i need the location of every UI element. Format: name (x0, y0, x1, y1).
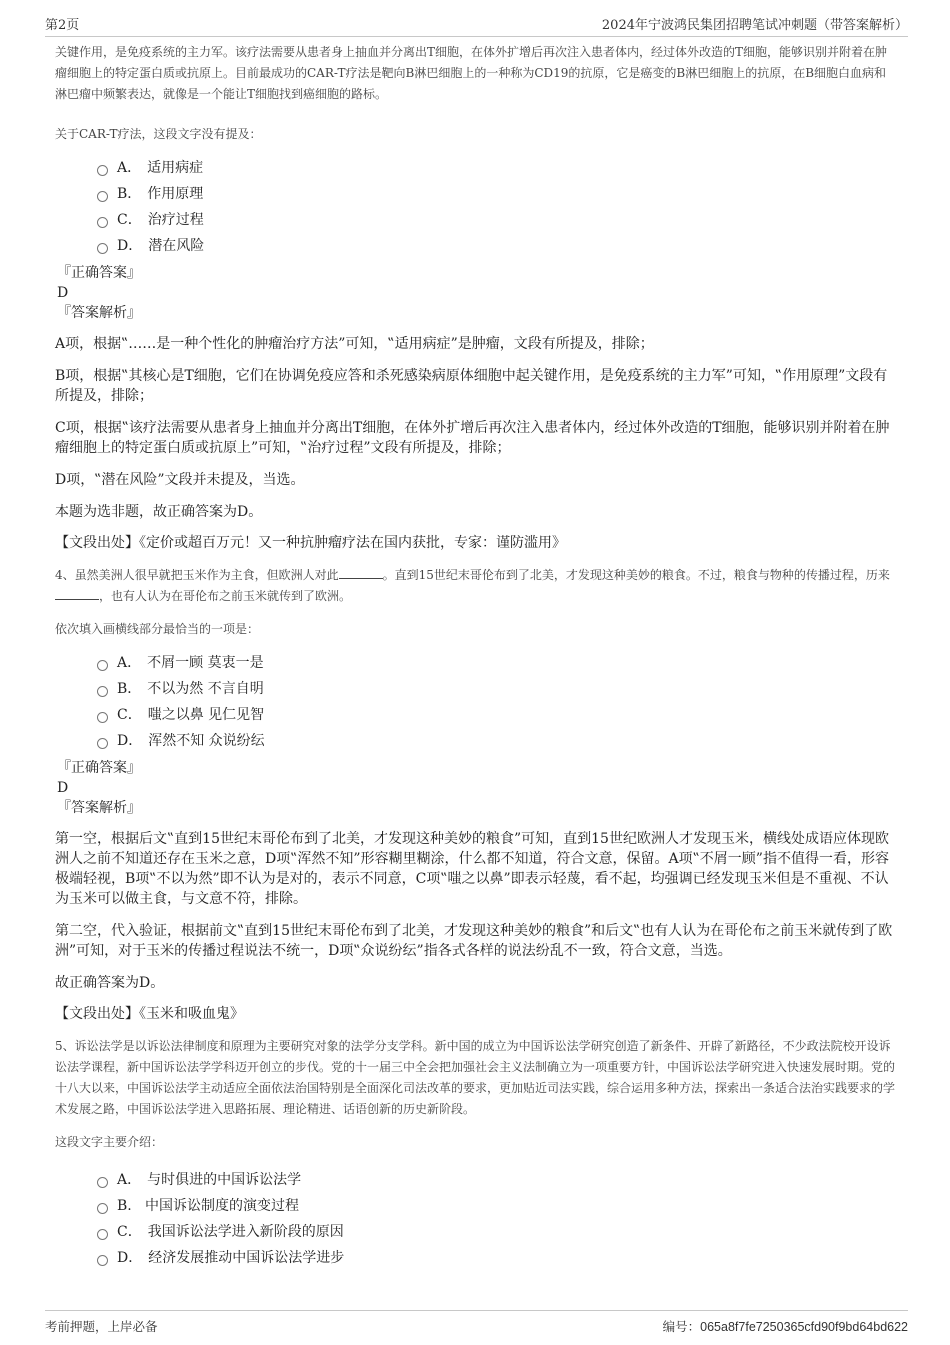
q3-options (55, 155, 897, 259)
q5-stem: 5、诉讼法学是以诉讼法律制度和原理为主要研究对象的法学分支学科。新中国的成立为中国诉讼法学研究创造了新条件、开辟了新路径，不少政法院校开设诉讼法学课程，新中国诉讼法学学科迈开创立的步伐。党的十一届三中全会把加强社会主义法制确立为一项重要方针，中国诉讼法学研究进入快速发展时期。党的十八大以来，中国诉讼法学主动适应全面依法治国特别是全面深化司法改革的要求，更加贴近司法实践，综合运用多种方法，探索出一条适合法治实践要求的学术发展之路，中国诉讼法学进入思路拓展、理论精进、话语创新的历史新阶段。 (55, 1039, 896, 1116)
page-footer (45, 1310, 908, 1337)
radio-icon[interactable] (97, 660, 108, 671)
radio-icon[interactable] (97, 1203, 108, 1214)
q3-answer-label: 『正确答案』 (57, 265, 141, 281)
blank-line (55, 587, 99, 600)
q4-analysis-first-blank: 第一空，根据后文‟直到15世纪末哥伦布到了北美，才发现这种美妙的粮食”可知，直到15世纪欧洲人才发现玉米，横线处成语应体现欧洲人之前不知道还存在玉米之意，D项‟浑然不知”形容糊里糊涂，什么都不知道，符合文意，保留。A项‟不屑一顾”指不值得一看，形容极端轻视，B项‟不以为然”即不认为是对的，表示不同意，C项‟嗤之以鼻”即表示轻蔑，看不起，均强调已经发现玉米但是不重视、不认为玉米可以做主食，与文意不符，排除。 (55, 831, 889, 907)
radio-icon[interactable] (97, 243, 108, 254)
q5-question: 这段文字主要介绍： (55, 1135, 164, 1149)
blank-line (339, 566, 383, 579)
q4-option-b[interactable]: B． 不以为然 不言自明 (97, 676, 897, 702)
q3-source: 【文段出处】《定价或超百万元！又一种抗肿瘤疗法在国内获批，专家：谨防滥用》 (55, 535, 566, 551)
radio-icon[interactable] (97, 217, 108, 228)
q5-option-c[interactable]: C． 我国诉讼法学进入新阶段的原因 (97, 1219, 897, 1245)
q5-option-a[interactable]: A． 与时俱进的中国诉讼法学 (97, 1167, 897, 1193)
q3-answer: D (57, 285, 69, 301)
q3-analysis-label: 『答案解析』 (57, 305, 141, 321)
q4-analysis-second-blank: 第二空，代入验证，根据前文‟直到15世纪末哥伦布到了北美，才发现这种美妙的粮食”和后文‟也有人认为在哥伦布之前玉米就传到了欧洲”可知，对于玉米的传播过程说法不统一，D项‟众说纷纭”指各式各样的说法纷乱不一致，符合文意，当选。 (55, 923, 893, 959)
q4-source: 【文段出处】《玉米和吸血鬼》 (55, 1006, 244, 1022)
radio-icon[interactable] (97, 1255, 108, 1266)
q3-conclusion: 本题为选非题，故正确答案为D。 (55, 504, 263, 520)
radio-icon[interactable] (97, 1177, 108, 1188)
radio-icon[interactable] (97, 191, 108, 202)
q4-answer: D (57, 780, 69, 796)
q3-analysis-d: D项，‟潜在风险”文段并未提及，当选。 (55, 472, 305, 488)
q3-option-a[interactable]: A． 适用病症 (97, 155, 897, 181)
page-content (55, 42, 897, 1271)
q4-answer-label: 『正确答案』 (57, 760, 141, 776)
q5-option-b[interactable]: B. 中国诉讼制度的演变过程 (97, 1193, 897, 1219)
radio-icon[interactable] (97, 1229, 108, 1240)
q4-option-a[interactable]: A． 不屑一顾 莫衷一是 (97, 650, 897, 676)
q3-option-d[interactable]: D． 潜在风险 (97, 233, 897, 259)
q3-option-b[interactable]: B． 作用原理 (97, 181, 897, 207)
footer-slogan: 考前押题，上岸必备 (45, 1319, 158, 1334)
q4-option-c[interactable]: C． 嗤之以鼻 见仁见智 (97, 702, 897, 728)
q3-option-c[interactable]: C． 治疗过程 (97, 207, 897, 233)
radio-icon[interactable] (97, 165, 108, 176)
page-number: 第2页 (45, 18, 80, 33)
q4-question: 依次填入画横线部分最恰当的一项是： (55, 622, 260, 636)
page-header (45, 14, 908, 37)
q4-options (55, 650, 897, 754)
q3-analysis-a: A项，根据‟……是一种个性化的肿瘤治疗方法”可知，‟适用病症”是肿瘤，文段有所提及，排除； (55, 336, 654, 352)
radio-icon[interactable] (97, 738, 108, 749)
document-code: 编号：065a8f7fe7250365cfd90f9bd64bd622 (662, 1320, 908, 1334)
q3-passage-tail: 关键作用，是免疫系统的主力军。该疗法需要从患者身上抽血并分离出T细胞，在体外扩增后再次注入患者体内，经过体外改造的T细胞，能够识别并附着在肿瘤细胞上的特定蛋白质或抗原上。目前最成功的CAR-T疗法是靶向B淋巴细胞上的一种称为CD19的抗原，它是癌变的B淋巴细胞上的抗原，在B细胞白血病和淋巴瘤中频繁表达，就像是一个能让T细胞找到癌细胞的路标。 (55, 45, 888, 101)
q3-analysis-c: C项，根据‟该疗法需要从患者身上抽血并分离出T细胞，在体外扩增后再次注入患者体内，经过体外改造的T细胞，能够识别并附着在肿瘤细胞上的特定蛋白质或抗原上”可知，‟治疗过程”文段有所提及，排除； (55, 420, 890, 456)
q4-conclusion: 故正确答案为D。 (55, 975, 165, 991)
document-title: 2024年宁波鸿民集团招聘笔试冲刺题（带答案解析） (601, 18, 908, 33)
q4-option-d[interactable]: D． 浑然不知 众说纷纭 (97, 728, 897, 754)
radio-icon[interactable] (97, 712, 108, 723)
q4-stem: 4、虽然美洲人很早就把玉米作为主食，但欧洲人对此 。直到15世纪末哥伦布到了北美，才发现这种美妙的粮食。不过，粮食与物种的传播过程，历来，也有人认为在哥伦布之前玉米就传到了欧洲。 (55, 568, 890, 603)
q5-option-d[interactable]: D． 经济发展推动中国诉讼法学进步 (97, 1245, 897, 1271)
q3-analysis-b: B项，根据‟其核心是T细胞，它们在协调免疫应答和杀死感染病原体细胞中起关键作用，是免疫系统的主力军”可知，‟作用原理”文段有所提及，排除； (55, 368, 888, 404)
q3-question: 关于CAR-T疗法，这段文字没有提及： (55, 127, 262, 141)
q4-analysis-label: 『答案解析』 (57, 800, 141, 816)
radio-icon[interactable] (97, 686, 108, 697)
q5-options (55, 1167, 897, 1271)
